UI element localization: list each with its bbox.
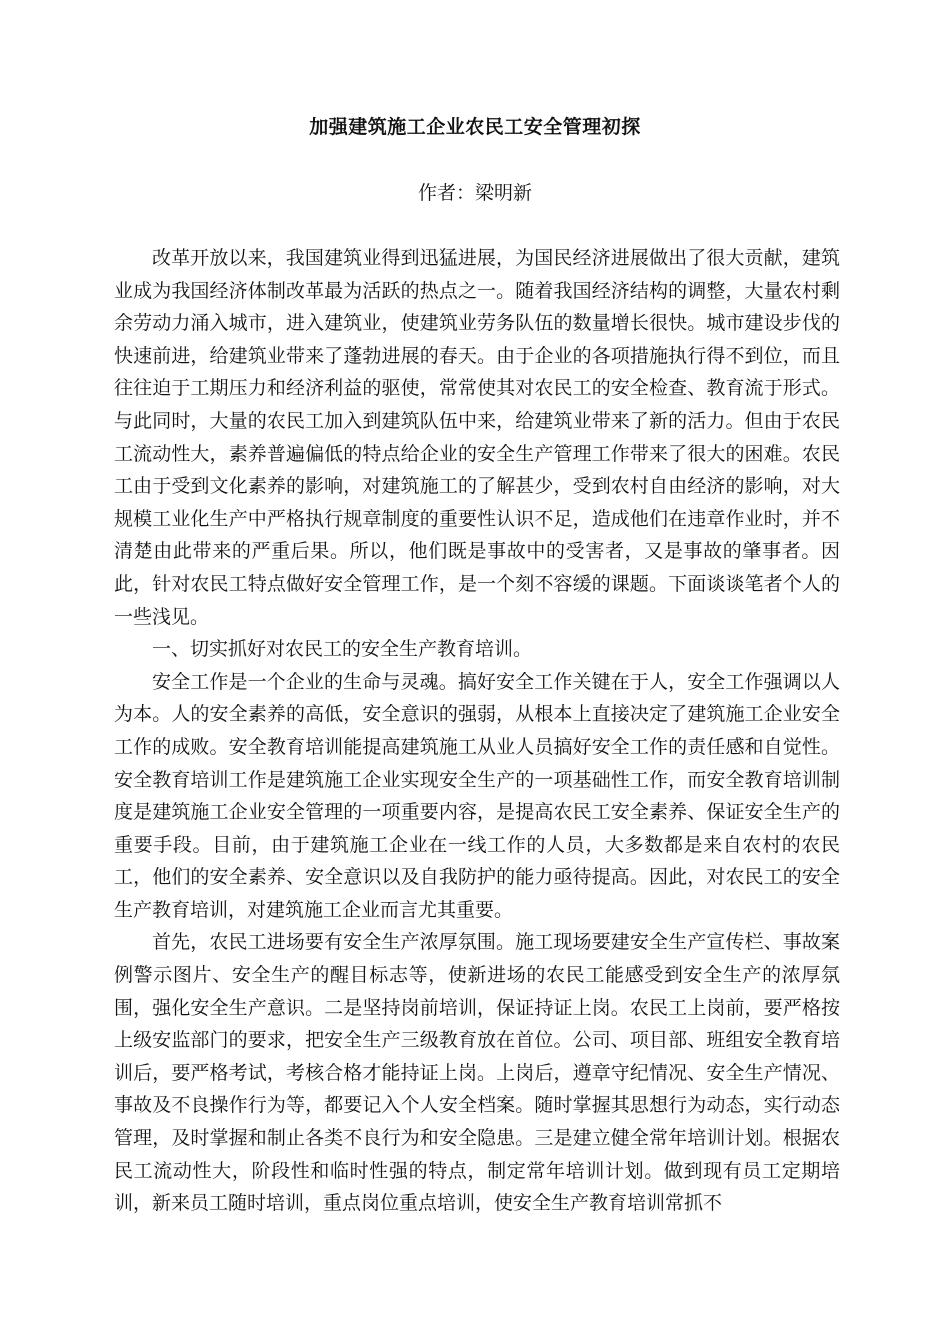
author-line: 作者：梁明新 xyxy=(417,182,532,204)
paragraph-safety-importance: 安全工作是一个企业的生命与灵魂。搞好安全工作关键在于人，安全工作强调以人为本。人的安全素养的高低，安全意识的强弱，从根本上直接决定了建筑施工企业安全工作的成败。安全教育培训能提高建筑施工从业人员搞好安全工作的责任感和自觉性。安全教育培训工作是建筑施工企业实现安全生产的一项基础性工作，而安全教育培训制度是建筑施工企业安全管理的一项重要内容，是提高农民工安全素养、保证安全生产的重要手段。目前，由于建筑施工企业在一线工作的人员，大多数都是来自农村的农民工，他们的安全素养、安全意识以及自我防护的能力亟待提高。因此，对农民工的安全生产教育培训，对建筑施工企业而言尤其重要。 xyxy=(114,670,840,921)
paragraph-introduction: 改革开放以来，我国建筑业得到迅猛进展，为国民经济进展做出了很大贡献，建筑业成为我国经济体制改革最为活跃的热点之一。随着我国经济结构的调整，大量农村剩余劳动力涌入城市，进入建筑业，使建筑业劳务队伍的数量增长很快。城市建设步伐的快速前进，给建筑业带来了蓬勃进展的春天。由于企业的各项措施执行得不到位，而且往往迫于工期压力和经济利益的驱使，常常使其对农民工的安全检查、教育流于形式。与此同时，大量的农民工加入到建筑队伍中来，给建筑业带来了新的活力。但由于农民工流动性大，素养普遍偏低的特点给企业的安全生产管理工作带来了很大的困难。农民工由于受到文化素养的影响，对建筑施工的了解甚少，受到农村自由经济的影响，对大规模工业化生产中严格执行规章制度的重要性认识不足，造成他们在违章作业时，并不清楚由此带来的严重后果。所以，他们既是事故中的受害者，又是事故的肇事者。因此，针对农民工特点做好安全管理工作，是一个刻不容缓的课题。下面谈谈笔者个人的一些浅见。 xyxy=(114,247,840,628)
paragraph-training-measures: 首先，农民工进场要有安全生产浓厚氛围。施工现场要建安全生产宣传栏、事故案例警示图片、安全生产的醒目标志等，使新进场的农民工能感受到安全生产的浓厚氛围，强化安全生产意识。二是坚持岗前培训，保证持证上岗。农民工上岗前，要严格按上级安监部门的要求，把安全生产三级教育放在首位。公司、项目部、班组安全教育培训后，要严格考试，考核合格才能持证上岗。上岗后，遵章守纪情况、安全生产情况、事故及不良操作行为等，都要记入个人安全档案。随时掌握其思想行为动态，实行动态管理，及时掌握和制止各类不良行为和安全隐患。三是建立健全常年培训计划。根据农民工流动性大，阶段性和临时性强的特点，制定常年培训计划。做到现有员工定期培训，新来员工随时培训，重点岗位重点培训，使安全生产教育培训常抓不 xyxy=(114,931,840,1215)
document-title: 加强建筑施工企业农民工安全管理初探 xyxy=(309,116,641,138)
section-heading-1: 一、切实抓好对农民工的安全生产教育培训。 xyxy=(152,638,533,661)
document-body xyxy=(114,242,840,1220)
